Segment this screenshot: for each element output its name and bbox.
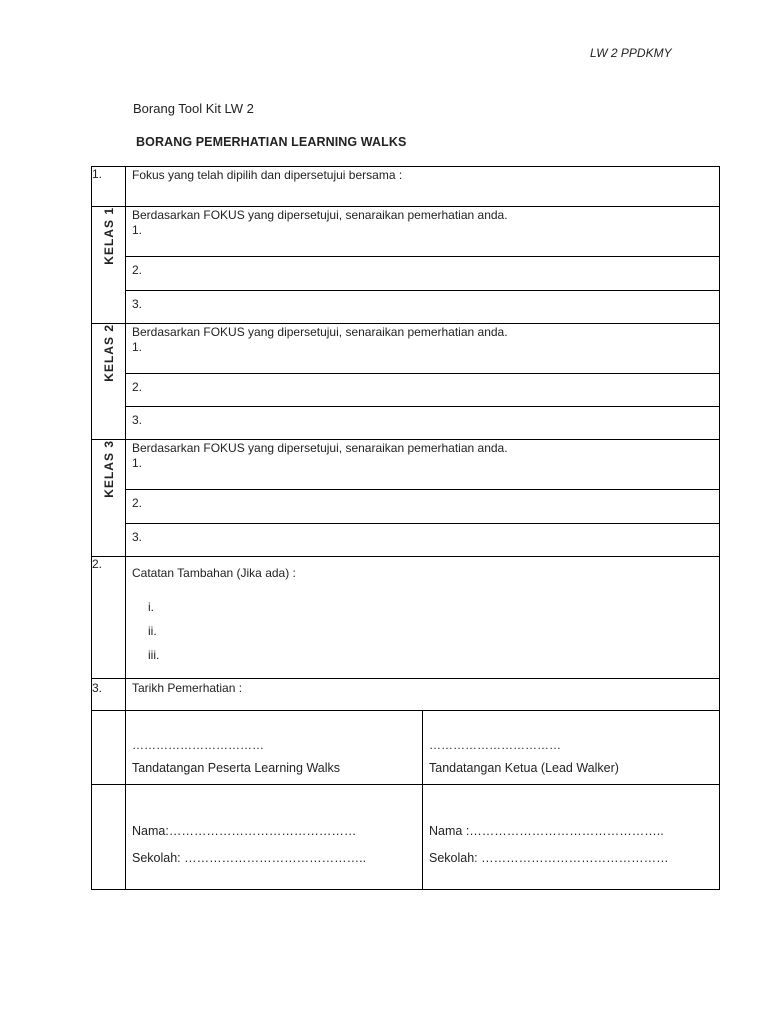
observation-item-number: 1. <box>132 223 143 237</box>
observation-item-number: 3. <box>132 530 143 544</box>
kelas-3-observation-1[interactable] <box>126 440 720 490</box>
observation-date-row <box>92 679 720 711</box>
participant-school-field[interactable]: Sekolah: …………………………………….. <box>132 851 367 865</box>
notes-item: iii. <box>148 648 160 662</box>
kelas-1-label: KELAS 1 <box>101 207 116 265</box>
focus-label: Fokus yang telah dipilih dan dipersetujui bersama : <box>132 168 403 182</box>
observation-item-number: 3. <box>132 413 143 427</box>
kelas-3-label: KELAS 3 <box>101 440 116 498</box>
section-number: 3. <box>92 679 126 711</box>
observation-item-number: 2. <box>132 496 143 510</box>
empty-cell <box>92 785 126 890</box>
observation-item-number: 2. <box>132 380 143 394</box>
observation-prompt: Berdasarkan FOKUS yang dipersetujui, senaraikan pemerhatian anda. <box>132 441 508 455</box>
document-code: LW 2 PPDKMY <box>590 46 672 60</box>
observation-prompt: Berdasarkan FOKUS yang dipersetujui, senaraikan pemerhatian anda. <box>132 208 508 222</box>
observation-form-table <box>91 166 720 890</box>
focus-row <box>92 167 720 207</box>
kelas-2-observation-3[interactable] <box>126 407 720 440</box>
notes-item: i. <box>148 600 154 614</box>
participant-details-cell[interactable] <box>126 785 423 890</box>
kelas-3-observation-3[interactable] <box>126 524 720 557</box>
name-school-row <box>92 785 720 890</box>
lead-walker-signature-label: Tandatangan Ketua (Lead Walker) <box>429 761 619 775</box>
section-number: 2. <box>92 557 126 679</box>
toolkit-label: Borang Tool Kit LW 2 <box>133 101 254 116</box>
observation-item-number: 2. <box>132 263 143 277</box>
observation-date-label: Tarikh Pemerhatian : <box>132 681 243 695</box>
kelas-3-cell <box>92 440 126 557</box>
kelas-3-row <box>92 440 720 490</box>
kelas-1-observation-2[interactable] <box>126 257 720 291</box>
signature-row <box>92 711 720 785</box>
empty-cell <box>92 711 126 785</box>
signature-line: …………………………… <box>132 738 264 752</box>
additional-notes-row <box>92 557 720 679</box>
observation-item-number: 1. <box>132 456 143 470</box>
lead-walker-details-cell[interactable] <box>423 785 720 890</box>
observation-date-field[interactable] <box>126 679 720 711</box>
additional-notes-field[interactable] <box>126 557 720 679</box>
participant-signature-label: Tandatangan Peserta Learning Walks <box>132 761 341 775</box>
additional-notes-label: Catatan Tambahan (Jika ada) : <box>132 566 296 580</box>
notes-list <box>148 595 719 667</box>
notes-item: ii. <box>148 624 157 638</box>
kelas-2-row <box>92 324 720 374</box>
kelas-1-cell <box>92 207 126 324</box>
kelas-2-observation-1[interactable] <box>126 324 720 374</box>
kelas-2-label: KELAS 2 <box>101 324 116 382</box>
kelas-1-row <box>92 207 720 257</box>
kelas-1-observation-3[interactable] <box>126 291 720 324</box>
lead-walker-name-field[interactable]: Nama :……………………………………….. <box>429 824 664 838</box>
kelas-2-observation-2[interactable] <box>126 374 720 407</box>
participant-signature-cell[interactable] <box>126 711 423 785</box>
observation-item-number: 1. <box>132 340 143 354</box>
kelas-3-observation-2[interactable] <box>126 490 720 524</box>
signature-line: …………………………… <box>429 738 561 752</box>
lead-walker-school-field[interactable]: Sekolah: ……………………………………… <box>429 851 669 865</box>
lead-walker-signature-cell[interactable] <box>423 711 720 785</box>
participant-name-field[interactable]: Nama:……………………………………… <box>132 824 357 838</box>
kelas-2-cell <box>92 324 126 440</box>
observation-item-number: 3. <box>132 297 143 311</box>
form-title: BORANG PEMERHATIAN LEARNING WALKS <box>136 135 407 149</box>
section-number: 1. <box>92 167 126 207</box>
focus-field[interactable] <box>126 167 720 207</box>
observation-prompt: Berdasarkan FOKUS yang dipersetujui, senaraikan pemerhatian anda. <box>132 325 508 339</box>
kelas-1-observation-1[interactable] <box>126 207 720 257</box>
